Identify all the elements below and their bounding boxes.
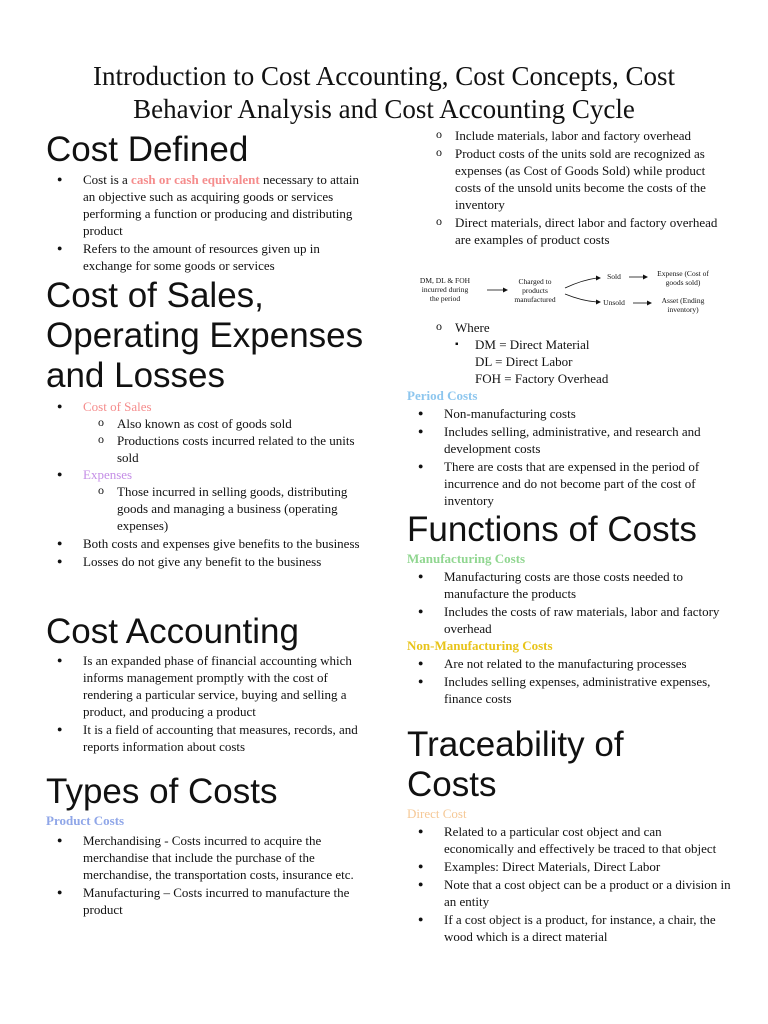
list-item: ● Refers to the amount of resources given up in exchange for some goods or services [46, 240, 370, 274]
list-item: ● Includes selling expenses, administrative expenses, finance costs [407, 673, 732, 707]
section-cost-accounting [46, 612, 370, 755]
heading-types-of-costs: Types of Costs [46, 772, 278, 811]
sub-list-item: o Those incurred in selling goods, distributing goods and managing a business (operating expenses) [83, 483, 370, 534]
list-item [46, 466, 370, 534]
list-item [46, 171, 370, 239]
diagram-label: goods sold) [665, 278, 701, 287]
section-cost-of-sales [46, 276, 370, 570]
diagram-label: products [522, 286, 548, 295]
definition-item: ▪ DM = Direct Material [443, 336, 729, 353]
section-types-of-costs [46, 772, 370, 918]
diagram-label: DM, DL & FOH [419, 276, 471, 285]
sub-list-item: o Direct materials, direct labor and factory overhead are examples of product costs [421, 214, 729, 248]
sub-list-item: o Where [421, 319, 729, 336]
list-item: ● Are not related to the manufacturing processes [407, 655, 732, 672]
text: Cost is a [83, 172, 132, 187]
diagram-label: Asset (Ending [661, 296, 705, 305]
sub-label-product-costs: Product Costs [46, 813, 125, 828]
highlight-text: cash or cash equivalent [131, 172, 260, 187]
heading-cost-of-sales [46, 276, 370, 396]
list-item: ● Related to a particular cost object and can economically and effectively be traced to that object [407, 823, 732, 857]
diagram-label: incurred during [421, 285, 469, 294]
heading-line: Cost of Sales, [46, 276, 264, 315]
product-cost-details [421, 127, 729, 248]
heading-line: Costs [407, 765, 497, 804]
arrow [565, 294, 597, 302]
diagram-label: manufactured [514, 295, 556, 304]
section-cost-defined [46, 130, 370, 274]
list-item: ● Non-manufacturing costs [407, 405, 732, 422]
sub-label-expenses: Expenses [83, 467, 133, 482]
sub-label-direct-cost: Direct Cost [407, 806, 467, 821]
diagram-label-sold: Sold [607, 272, 621, 281]
list-item: ● It is a field of accounting that measures, records, and reports information about costs [46, 721, 370, 755]
list-item [46, 398, 370, 466]
list-item: ● Manufacturing costs are those costs needed to manufacture the products [407, 568, 732, 602]
sub-list-item: o Also known as cost of goods sold [83, 415, 370, 432]
sub-label-period-costs: Period Costs [407, 388, 478, 403]
arrow-head [596, 300, 601, 305]
sub-label-cost-of-sales: Cost of Sales [83, 399, 152, 414]
where-block [421, 319, 729, 387]
definition-text: DL = Direct Labor [475, 354, 573, 369]
definition-text: FOH = Factory Overhead [475, 371, 609, 386]
sub-list-item: o Include materials, labor and factory overhead [421, 127, 729, 144]
heading-traceability-of-costs [407, 725, 732, 805]
list-item: ● Examples: Direct Materials, Direct Labor [407, 858, 732, 875]
cost-flow-diagram [407, 268, 727, 320]
title-line-2: Behavior Analysis and Cost Accounting Cycle [133, 94, 635, 124]
arrow-head [647, 301, 652, 306]
section-traceability-of-costs [407, 725, 732, 945]
heading-line: and Losses [46, 356, 226, 395]
diagram-label: Expense (Cost of [657, 269, 709, 278]
list-item: ● If a cost object is a product, for instance, a chair, the wood which is a direct material [407, 911, 732, 945]
document-title [20, 60, 748, 126]
arrow-head [596, 276, 601, 281]
sub-label-manufacturing-costs: Manufacturing Costs [407, 551, 526, 566]
arrow-head [503, 288, 508, 293]
heading-line: Traceability of [407, 725, 624, 764]
diagram-label: the period [429, 294, 461, 303]
arrow [565, 278, 597, 288]
arrow-head [643, 275, 648, 280]
section-period-costs [407, 387, 732, 509]
sub-list-item: o Product costs of the units sold are recognized as expenses (as Cost of Goods Sold) while product costs of the unsold units become the costs of the inventory [421, 145, 729, 213]
text: necessary to attain an objective such as acquiring goods or services performing a function or producing and distributing product [83, 172, 359, 238]
section-functions-of-costs [407, 510, 732, 707]
sub-list-item: o Productions costs incurred related to the units sold [83, 432, 370, 466]
sub-label-non-manufacturing-costs: Non-Manufacturing Costs [407, 638, 553, 653]
diagram-label: Charged to [518, 277, 552, 286]
list-item: ● Includes selling, administrative, and research and development costs [407, 423, 732, 457]
heading-functions-of-costs: Functions of Costs [407, 510, 697, 549]
list-item: ● There are costs that are expensed in the period of incurrence and do not become part of the cost of inventory [407, 458, 732, 509]
diagram-label-unsold: Unsold [603, 298, 625, 307]
list-item: ● Merchandising - Costs incurred to acquire the merchandise that include the purchase of the merchandise, the transportation costs, insurance etc. [46, 832, 370, 883]
list-item: ● Manufacturing – Costs incurred to manufacture the product [46, 884, 370, 918]
heading-line: Operating Expenses [46, 316, 364, 355]
heading-cost-accounting: Cost Accounting [46, 612, 299, 651]
title-line-1: Introduction to Cost Accounting, Cost Concepts, Cost [93, 61, 675, 91]
diagram-label: inventory) [667, 305, 699, 314]
list-item: ● Note that a cost object can be a product or a division in an entity [407, 876, 732, 910]
list-item: ● Both costs and expenses give benefits to the business [46, 535, 370, 552]
list-item: ● Includes the costs of raw materials, labor and factory overhead [407, 603, 732, 637]
list-item: ● Losses do not give any benefit to the business [46, 553, 370, 570]
heading-cost-defined: Cost Defined [46, 130, 249, 169]
list-item: ● Is an expanded phase of financial accounting which informs management promptly with the cost of rendering a particular service, buying and selling a product, and producing a product [46, 652, 370, 720]
